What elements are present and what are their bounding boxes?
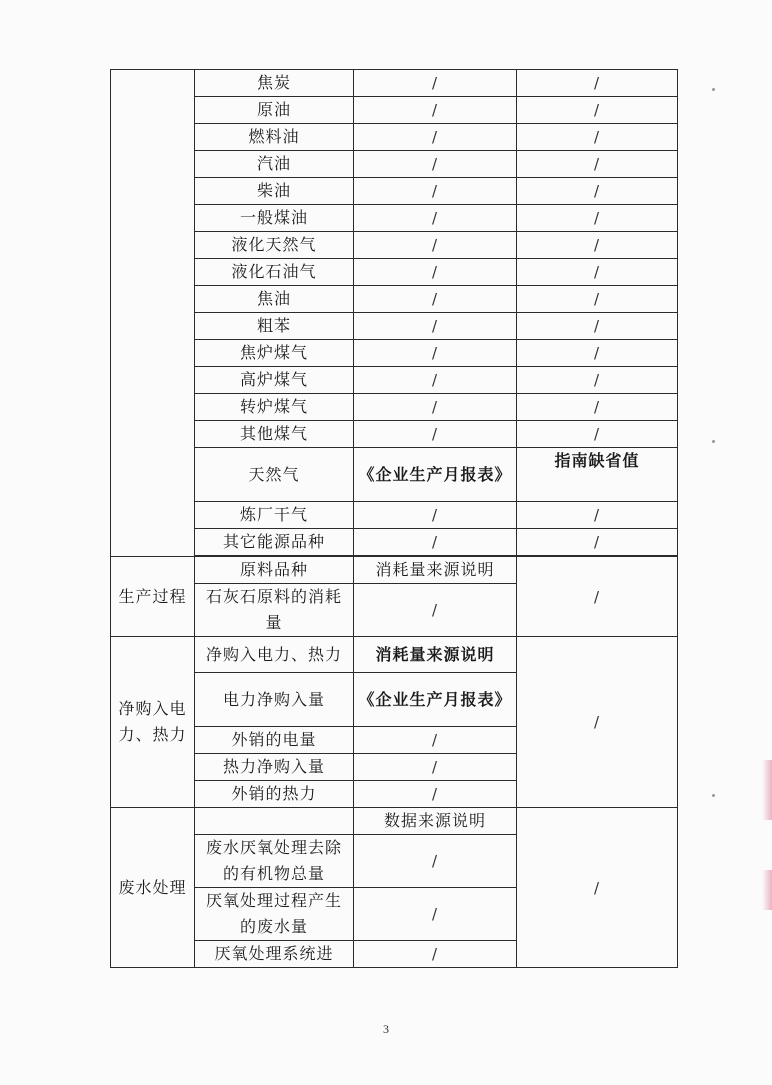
table-row <box>111 421 678 448</box>
source-cell: / <box>354 151 517 178</box>
item-cell: 一般煤油 <box>195 205 354 232</box>
source-cell: / <box>354 313 517 340</box>
source-cell: / <box>354 124 517 151</box>
category-cell-wastewater: 废水处理 <box>111 808 195 968</box>
source-cell: / <box>354 70 517 97</box>
factor-cell: / <box>517 70 678 97</box>
factor-cell: / <box>517 124 678 151</box>
item-cell: 汽油 <box>195 151 354 178</box>
scan-speck <box>712 794 715 797</box>
factor-cell: / <box>517 151 678 178</box>
source-cell: / <box>354 97 517 124</box>
factor-cell: / <box>517 637 678 808</box>
source-cell: 《企业生产月报表》 <box>354 448 517 502</box>
item-cell: 净购入电力、热力 <box>195 637 354 673</box>
item-cell: 其它能源品种 <box>195 529 354 556</box>
factor-cell: / <box>517 97 678 124</box>
source-cell: / <box>354 286 517 313</box>
category-cell-fuel <box>111 70 195 557</box>
item-cell: 厌氧处理系统进 <box>195 941 354 968</box>
source-cell: / <box>354 367 517 394</box>
table-row <box>111 124 678 151</box>
item-cell: 高炉煤气 <box>195 367 354 394</box>
factor-cell: / <box>517 502 678 529</box>
source-cell: / <box>354 584 517 637</box>
factor-cell: / <box>517 313 678 340</box>
item-cell: 炼厂干气 <box>195 502 354 529</box>
table-row <box>111 808 678 835</box>
table-row <box>111 313 678 340</box>
source-cell: / <box>354 529 517 556</box>
table-row <box>111 367 678 394</box>
source-cell: / <box>354 781 517 808</box>
source-cell: 消耗量来源说明 <box>354 637 517 673</box>
item-cell: 焦炭 <box>195 70 354 97</box>
scan-speck <box>712 440 715 443</box>
item-cell: 天然气 <box>195 448 354 502</box>
source-cell: / <box>354 888 517 941</box>
factor-cell: / <box>517 394 678 421</box>
table-row <box>111 529 678 556</box>
table-row <box>111 259 678 286</box>
source-cell: / <box>354 502 517 529</box>
stamp-fragment <box>762 870 772 910</box>
table-row <box>111 232 678 259</box>
factor-cell: / <box>517 557 678 637</box>
table-row <box>111 286 678 313</box>
data-source-table <box>110 69 678 968</box>
item-cell: 焦炉煤气 <box>195 340 354 367</box>
stamp-fragment <box>762 760 772 820</box>
item-cell: 燃料油 <box>195 124 354 151</box>
item-cell: 外销的电量 <box>195 727 354 754</box>
item-cell: 粗苯 <box>195 313 354 340</box>
table-row <box>111 448 678 502</box>
factor-cell: 指南缺省值 <box>517 448 678 502</box>
item-cell: 厌氧处理过程产生的废水量 <box>195 888 354 941</box>
table-row <box>111 151 678 178</box>
factor-cell: / <box>517 421 678 448</box>
item-cell: 热力净购入量 <box>195 754 354 781</box>
item-cell: 柴油 <box>195 178 354 205</box>
item-cell: 液化石油气 <box>195 259 354 286</box>
table-row <box>111 557 678 584</box>
item-cell: 原油 <box>195 97 354 124</box>
source-cell: / <box>354 205 517 232</box>
table-row <box>111 502 678 529</box>
source-cell: 消耗量来源说明 <box>354 557 517 584</box>
table-row <box>111 205 678 232</box>
table-row <box>111 97 678 124</box>
factor-cell: / <box>517 529 678 556</box>
table-row <box>111 394 678 421</box>
factor-cell: / <box>517 367 678 394</box>
item-cell: 外销的热力 <box>195 781 354 808</box>
factor-cell: / <box>517 340 678 367</box>
source-cell: / <box>354 340 517 367</box>
source-cell: / <box>354 754 517 781</box>
source-cell: / <box>354 178 517 205</box>
item-cell: 转炉煤气 <box>195 394 354 421</box>
item-cell: 液化天然气 <box>195 232 354 259</box>
factor-cell: / <box>517 259 678 286</box>
factor-cell: / <box>517 286 678 313</box>
factor-cell: / <box>517 808 678 968</box>
source-cell: / <box>354 421 517 448</box>
source-cell: 《企业生产月报表》 <box>354 673 517 727</box>
factor-cell: / <box>517 232 678 259</box>
source-cell: / <box>354 259 517 286</box>
table-row <box>111 340 678 367</box>
item-cell: 焦油 <box>195 286 354 313</box>
factor-cell: / <box>517 205 678 232</box>
item-cell: 废水厌氧处理去除的有机物总量 <box>195 835 354 888</box>
item-cell <box>195 808 354 835</box>
source-cell: / <box>354 727 517 754</box>
table-row <box>111 178 678 205</box>
item-cell: 电力净购入量 <box>195 673 354 727</box>
source-cell: / <box>354 232 517 259</box>
source-cell: / <box>354 394 517 421</box>
item-cell: 石灰石原料的消耗量 <box>195 584 354 637</box>
source-cell: / <box>354 941 517 968</box>
item-cell: 原料品种 <box>195 557 354 584</box>
scan-speck <box>712 88 715 91</box>
source-cell: 数据来源说明 <box>354 808 517 835</box>
table-row <box>111 70 678 97</box>
page-number: 3 <box>383 1022 389 1036</box>
table-row <box>111 637 678 673</box>
source-cell: / <box>354 835 517 888</box>
category-cell-production: 生产过程 <box>111 557 195 637</box>
factor-cell: / <box>517 178 678 205</box>
item-cell: 其他煤气 <box>195 421 354 448</box>
category-cell-electricity: 净购入电力、热力 <box>111 637 195 808</box>
